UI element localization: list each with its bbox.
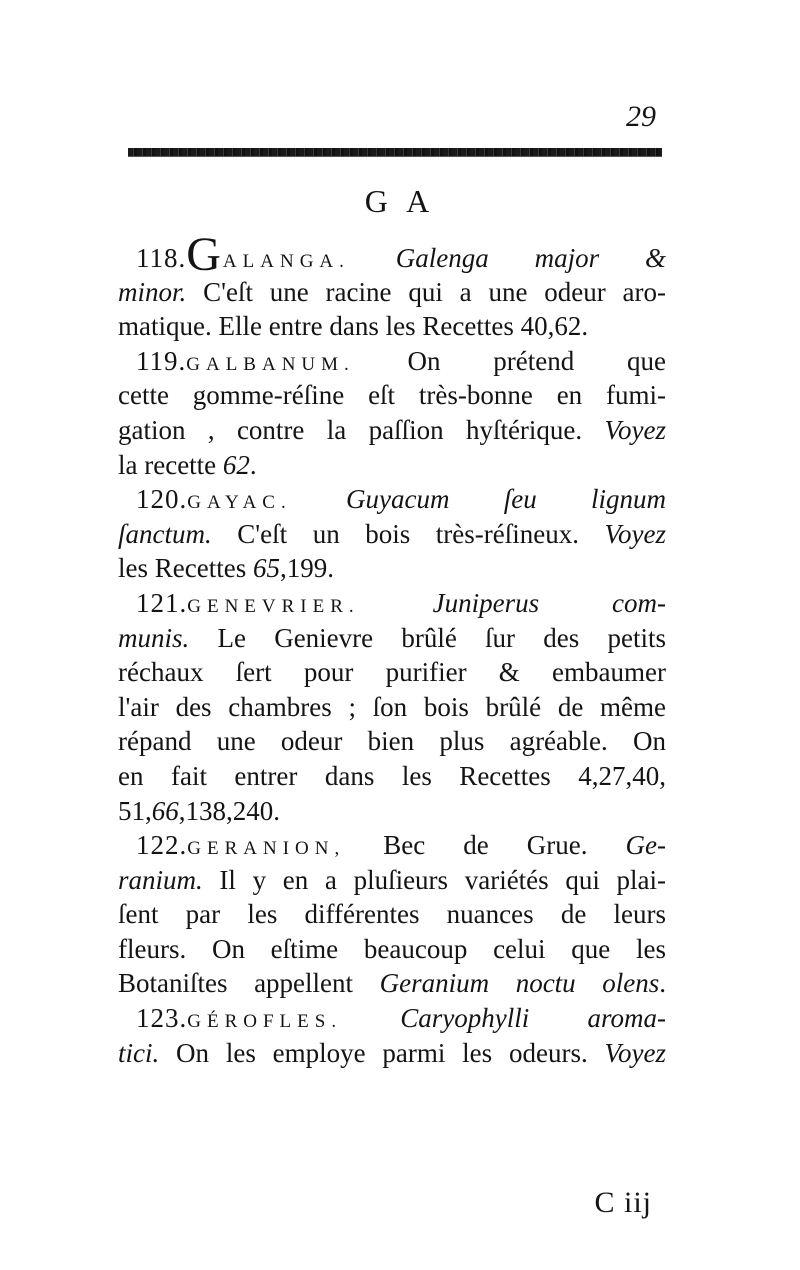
text-line <box>118 932 666 967</box>
text-run: ſanctum. <box>118 518 212 549</box>
glossary-entries <box>118 228 667 1070</box>
text-line <box>118 482 666 517</box>
entry-term: GERANION, <box>187 838 346 860</box>
entry-number: 119. <box>136 345 187 376</box>
text-run: On prétend que <box>354 345 666 376</box>
text-run: fleurs. On eſtime beaucoup celui que les <box>118 933 666 964</box>
text-run: matique. Elle entre dans les Recettes 40,62. <box>118 311 589 342</box>
text-line <box>118 655 666 690</box>
page-number: 29 <box>626 100 656 133</box>
text-run: Le Genievre brûlé ſur des petits <box>189 622 666 653</box>
entry-term: ALANGA. <box>222 251 350 272</box>
glossary-entry <box>118 586 666 828</box>
text-run: tici. <box>118 1037 160 1068</box>
text-line <box>118 897 666 932</box>
text-line <box>118 794 666 829</box>
text-line <box>118 586 666 621</box>
text-line <box>118 517 666 552</box>
text-run: 65 <box>252 553 280 584</box>
text-run <box>350 243 396 273</box>
text-run: la recette <box>118 449 223 480</box>
text-line <box>118 551 666 586</box>
text-line <box>118 413 666 448</box>
text-run: ,138,240. <box>178 795 280 826</box>
text-run: Ge- <box>625 830 666 861</box>
text-run: les Recettes <box>118 553 253 584</box>
text-run: Voyez <box>604 414 666 445</box>
text-line <box>118 759 666 794</box>
text-run: Botaniſtes appellent <box>118 968 380 999</box>
text-run: Juniperus com- <box>432 587 666 618</box>
text-run: Il y en a pluſieurs variétés qui plai- <box>202 864 666 895</box>
text-line <box>118 1036 666 1071</box>
glossary-entry <box>118 1001 666 1070</box>
glossary-entry <box>118 228 666 344</box>
glossary-entry <box>118 828 666 1001</box>
text-run: l'air des chambres ; ſon bois brûlé de même <box>118 691 666 722</box>
text-line <box>118 621 666 656</box>
text-run: Guyacum ſeu lignum <box>346 484 667 515</box>
text-line <box>118 690 666 725</box>
glossary-entry <box>118 482 666 586</box>
text-run <box>292 484 346 514</box>
text-run: . <box>249 449 257 480</box>
text-run: réchaux ſert pour purifier & embaumer <box>118 657 666 688</box>
entry-number: 123. <box>136 1003 188 1034</box>
text-run: ranium. <box>118 864 203 895</box>
text-line <box>118 344 666 379</box>
text-run: en fait entrer dans les Recettes 4,27,40, <box>118 760 666 791</box>
text-run: C'eſt un bois très-réſineux. <box>211 518 605 549</box>
text-line <box>118 724 666 759</box>
text-run: . <box>659 968 667 999</box>
text-run: munis. <box>118 622 190 653</box>
text-run: Voyez <box>604 518 666 549</box>
entry-term: GÉROFLES. <box>187 1011 343 1033</box>
text-run: 62 <box>222 449 250 480</box>
text-run: ſent par les différentes nuances de leurs <box>118 899 666 930</box>
text-run: On les employe parmi les odeurs. <box>159 1037 605 1068</box>
text-line <box>118 275 666 310</box>
text-line <box>118 1001 666 1036</box>
entry-number: 122. <box>136 830 188 861</box>
text-line <box>118 228 666 281</box>
entry-term: GALBANUM. <box>186 353 355 375</box>
text-run: répand une odeur bien plus agréable. On <box>118 726 666 757</box>
text-line <box>118 378 666 413</box>
glossary-entry <box>118 344 666 482</box>
text-line <box>118 448 666 483</box>
text-run: ,199. <box>279 553 334 584</box>
entry-term: GENEVRIER. <box>187 595 360 617</box>
text-run: Bec de Grue. <box>345 830 626 861</box>
text-run: 66 <box>151 795 179 826</box>
text-run: Galenga major & <box>395 243 666 273</box>
entry-term: GAYAC. <box>187 492 292 514</box>
text-line <box>118 828 666 863</box>
text-run: gation , contre la paſſion hyſtérique. <box>118 414 605 445</box>
text-run: 51, <box>118 795 152 826</box>
text-run: cette gomme-réſine eſt très-bonne en fumi- <box>118 380 666 411</box>
text-run: minor. <box>118 276 187 307</box>
signature-mark: C iij <box>594 1186 652 1219</box>
text-run <box>342 1003 400 1033</box>
text-run: Caryophylli aroma- <box>400 1003 666 1034</box>
entry-number: 118. <box>136 243 187 273</box>
text-run: C'eſt une racine qui a une odeur aro- <box>186 276 666 307</box>
section-heading: G A <box>364 183 436 219</box>
text-run <box>360 588 433 618</box>
text-line <box>118 309 666 344</box>
entry-number: 120. <box>136 484 188 515</box>
text-run: Geranium noctu olens <box>379 968 660 999</box>
entry-number: 121. <box>136 587 188 618</box>
text-run: G <box>186 228 221 281</box>
text-line <box>118 863 666 898</box>
text-run: Voyez <box>604 1037 666 1068</box>
ornamental-rule <box>128 148 662 156</box>
text-line <box>118 966 666 1001</box>
